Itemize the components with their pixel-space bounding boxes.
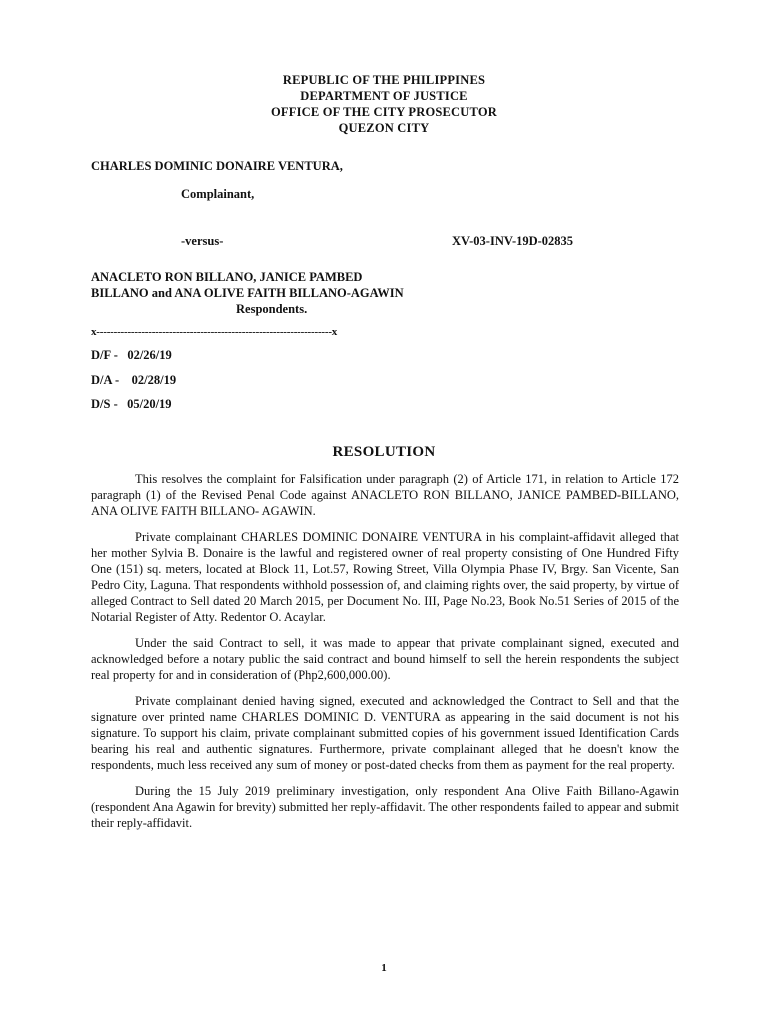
- header-republic: REPUBLIC OF THE PHILIPPINES: [282, 73, 486, 87]
- complainant-name: CHARLES DOMINIC DONAIRE VENTURA,: [91, 159, 343, 173]
- paragraph-1: This resolves the complaint for Falsification under paragraph (2) of Article 171, in relation to Article 172 paragraph (1) of the Revised Penal Code against ANACLETO RON BILLANO, JANICE PAMBED-BILLANO, ANA OLIVE FAITH BILLANO- AGAWIN.: [91, 472, 679, 518]
- complainant-label: Complainant,: [181, 187, 255, 201]
- paragraph-2: Private complainant CHARLES DOMINIC DONAIRE VENTURA in his complaint-affidavit alleged that her mother Sylvia B. Donaire is the lawful and registered owner of real property consisting of One Hundred Fifty One (151) sq. meters, located at Block 11, Lot.57, Rowing Street, Villa Olympia Phase IV, Brgy. San Vicente, San Pedro City, Laguna. That respondents withhold possession of, and claiming rights over, the said property, by virtue of alleged Contract to Sell dated 20 March 2015, per Document No. III, Page No.23, Book No.51 Series of 2015 of the Notarial Register of Atty. Redentor O. Acaylar.: [91, 530, 679, 624]
- page-number: 1: [381, 962, 387, 974]
- date-submitted: D/S - 05/20/19: [91, 397, 172, 411]
- header-city: QUEZON CITY: [338, 121, 430, 135]
- header-office: OFFICE OF THE CITY PROSECUTOR: [271, 105, 497, 119]
- date-filed: D/F - 02/26/19: [91, 348, 172, 362]
- respondents-names-line2: BILLANO and ANA OLIVE FAITH BILLANO-AGAWIN: [91, 286, 404, 300]
- document-header: [0, 72, 768, 136]
- header-department: DEPARTMENT OF JUSTICE: [300, 89, 468, 103]
- paragraph-4: Private complainant denied having signed, executed and acknowledged the Contract to Sell and that the signature over printed name CHARLES DOMINIC D. VENTURA as appearing in the said document is not his signature. To support his claim, private complainant submitted copies of his government issued Identification Cards bearing his real and authentic signatures. Furthermore, private complainant alleged that he doesn't know the respondents, much less received any sum of money or post-dated checks from them as payment for the real property.: [91, 694, 679, 772]
- versus-label: -versus-: [181, 234, 224, 248]
- respondents-names-line1: ANACLETO RON BILLANO, JANICE PAMBED: [91, 270, 363, 284]
- paragraph-3: Under the said Contract to sell, it was made to appear that private complainant signed, executed and acknowledged before a notary public the said contract and bound himself to sell the herein respondents the subject real property for and in consideration of (Php2,600,000.00).: [91, 636, 679, 682]
- respondents-label: Respondents.: [236, 302, 308, 316]
- resolution-title: RESOLUTION: [332, 444, 436, 460]
- resolution-body: [91, 471, 679, 841]
- caption-separator: x--------------------------------------------------------------------x: [91, 326, 338, 338]
- date-assigned: D/A - 02/28/19: [91, 373, 177, 387]
- paragraph-5: During the 15 July 2019 preliminary investigation, only respondent Ana Olive Faith Billano-Agawin (respondent Ana Agawin for brevity) submitted her reply-affidavit. The other respondents failed to appear and submit their reply-affidavit.: [91, 784, 679, 830]
- case-number: XV-03-INV-19D-02835: [452, 234, 574, 248]
